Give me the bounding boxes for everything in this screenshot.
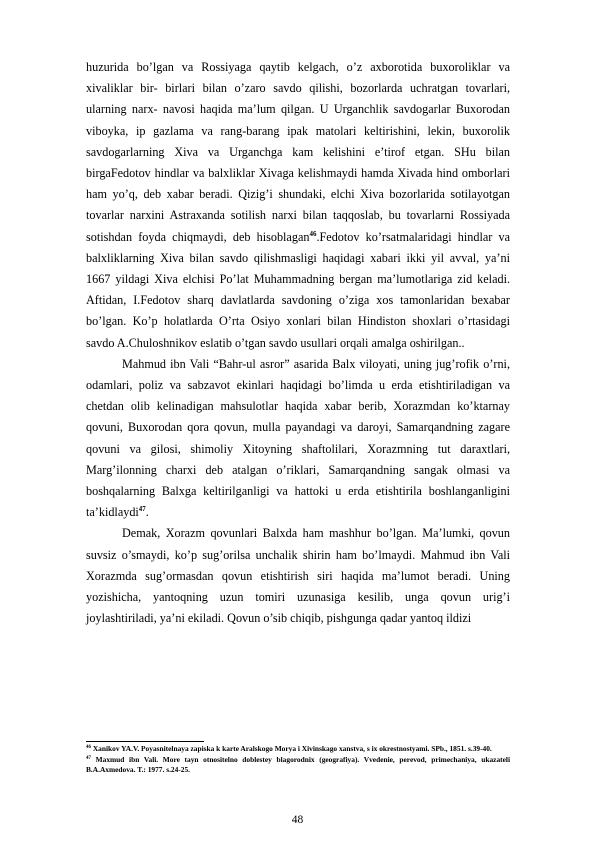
- footnote-divider: [86, 741, 204, 742]
- paragraph-text: .: [145, 505, 149, 520]
- footnote-number: 46: [86, 745, 91, 750]
- paragraph: [86, 354, 510, 524]
- footnotes: [86, 744, 510, 776]
- paragraph: [86, 523, 510, 629]
- footnote-text: Maxmud ibn Vali. More tayn otnositelno doblestey blagorodnix (geografiya). Vvedenie, perevod, primechaniya, ukazateli B.A.Axmedova. T.: 1977. s.24-25.: [86, 754, 510, 774]
- paragraph-text: Mahmud ibn Vali “Bahr-ul asror” asarida Balx viloyati, uning jug’rofik o’rni, odamlari, poliz va sabzavot ekinlari haqidagi bo’limda u erda etishtiriladigan va chetdan olib kelinadigan mahsulotlar haqida xabar berib, Xorazmdan ko’ktarnay qovuni, Buxorodan qora qovun, mulla payandagi va daroyi, Samarqandning zagare qovuni va gilosi, shimoliy Xitoyning shaftolilari, Xorazmning tut daraxtlari, Marg’ilonning charxi deb atalgan o’riklari, Samarqandning sangak olmasi va boshqalarning Balxga keltirilganligi va hattoki u erda etishtirila boshlanganligini ta’kidlaydi: [86, 356, 510, 520]
- footnote-reference: 47: [138, 505, 146, 514]
- footnote-text: Xanikov YA.V. Poyasnitelnaya zapiska k karte Aralskogo Morya i Xivinskago xanstva, s ix okrestnostyami. SPb., 1851. s.39-40.: [91, 744, 492, 753]
- paragraph: [86, 57, 510, 354]
- page-number: 48: [291, 814, 304, 826]
- paragraph-text: huzurida bo’lgan va Rossiyaga qaytib kelgach, o’z axborotida buxoroliklar va xivaliklar bir- birlari bilan o’zaro savdo qilishi, bozorlarda uchratgan tovarlari, ularning narx- navosi haqida ma’lum qilgan. U Urganchlik savdogarlar Buxorodan viboyka, ip gazlama va rang-barang ipak matolari keltirishini, lekin, buxorolik savdogarlarning Xiva va Urganchga kam kelishini e’tirof etgan. SHu bilan birgaFedotov hindlar va balxliklar Xivaga kelishmaydi hamda Xivada hind omborlari ham yo’q, deb xabar beradi. Qizig’i shundaki, elchi Xiva bozorlarida sotilayotgan tovarlar narxini Astraxanda sotilish narxi bilan taqqoslab, bu tovarlarni Rossiyada sotishdan foyda chiqmaydi, deb hisoblagan: [86, 60, 510, 244]
- footnote: [86, 744, 510, 755]
- footnote: [86, 755, 510, 776]
- paragraph-text: .Fedotov ko’rsatmalaridagi hindlar va balxliklarning Xiva bilan savdo qilishmasligi haqidagi xabari ikki yil avval, ya’ni 1667 yildagi Xiva elchisi Po’lat Muhammadning bergan ma’lumotlariga zid keladi. Aftidan, I.Fedotov sharq davlatlarda savdoning o’ziga xos tamonlaridan bexabar bo’lgan. Ko’p holatlarda O’rta Osiyo xonlari bilan Hindiston shoxlari o’rtasidagi savdo A.Chuloshnikov eslatib o’tgan savdo usullari orqali amalga oshirilgan..: [86, 229, 510, 350]
- body-text: [86, 57, 510, 629]
- footnote-number: 47: [86, 755, 91, 761]
- paragraph-text: Demak, Xorazm qovunlari Balxda ham mashhur bo’lgan. Ma’lumki, qovun suvsiz o’smaydi, ko’p sug’orilsa unchalik shirin ham bo’lmaydi. Mahmud ibn Vali Xorazmda sug’ormasdan qovun etishtirish siri haqida ma’lumot beradi. Uning yozishicha, yantoqning uzun tomiri uzunasiga kesilib, unga qovun urig’i joylashtiriladi, ya’ni ekiladi. Qovun o’sib chiqib, pishgunga qadar yantoq ildizi: [86, 526, 510, 626]
- footnote-reference: 46: [309, 229, 317, 238]
